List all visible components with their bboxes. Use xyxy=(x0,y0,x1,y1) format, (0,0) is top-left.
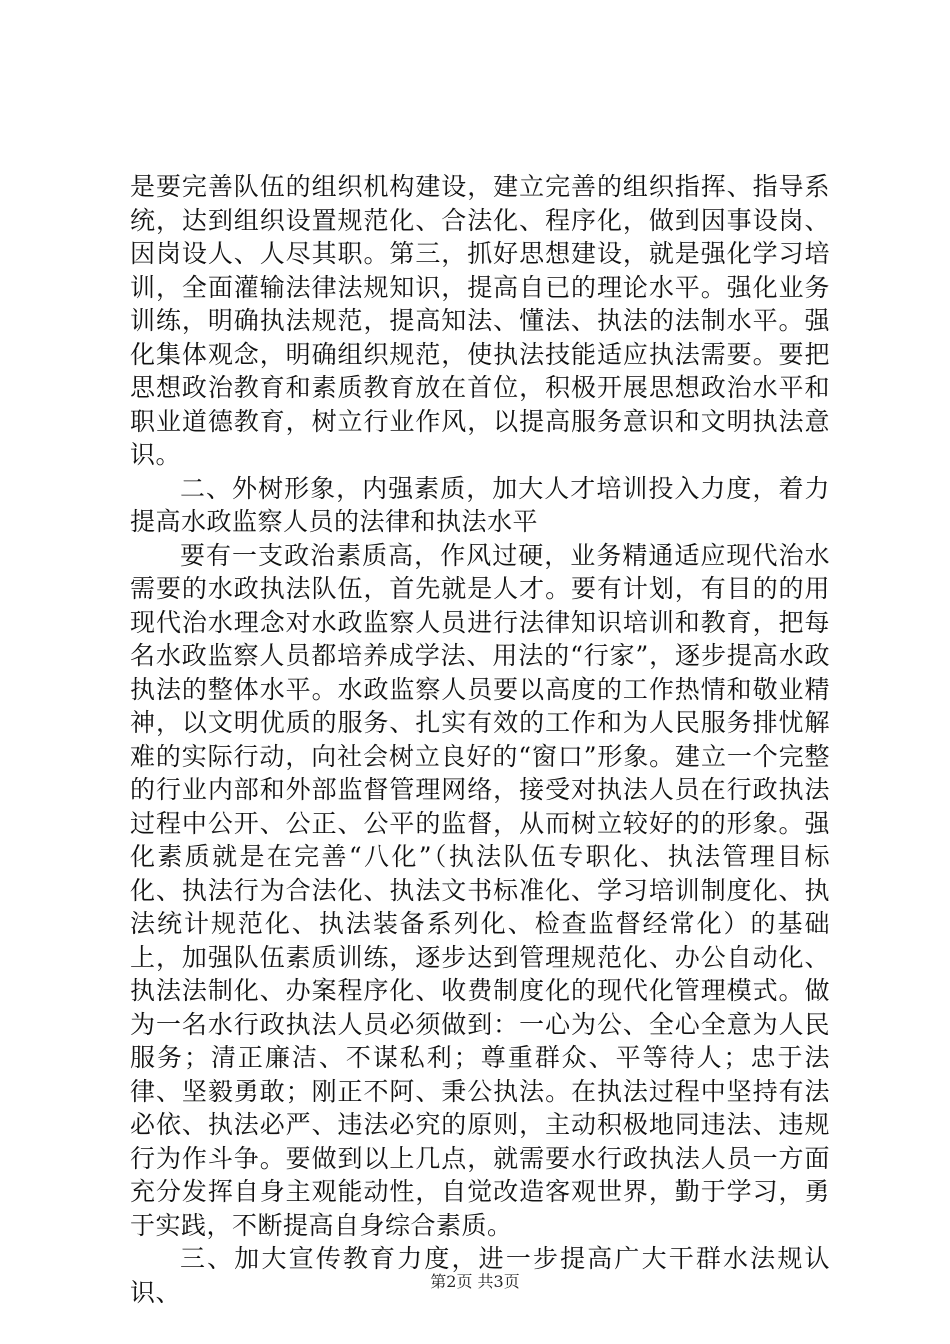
page-number-footer: 第2页 共3页 xyxy=(430,1272,520,1291)
document-body xyxy=(130,170,830,1309)
section-heading-2: 二、外树形象，内强素质，加大人才培训投入力度，着力提高水政监察人员的法律和执法水平 xyxy=(130,473,830,536)
paragraph-body: 要有一支政治素质高，作风过硬，业务精通适应现代治水需要的水政执法队伍，首先就是人才。要有计划，有目的的用现代治水理念对水政监察人员进行法律知识培训和教育，把每名水政监察人员都培养成学法、用法的“行家”，逐步提高水政执法的整体水平。水政监察人员要以高度的工作热情和敬业精神，以文明优质的服务、扎实有效的工作和为人民服务排忧解难的实际行动，向社会树立良好的“窗口”形象。建立一个完整的行业内部和外部监督管理网络，接受对执法人员在行政执法过程中公开、公正、公平的监督，从而树立较好的的形象。强化素质就是在完善“八化”（执法队伍专职化、执法管理目标化、执法行为合法化、执法文书标准化、学习培训制度化、执法统计规范化、执法装备系列化、检查监督经常化）的基础上，加强队伍素质训练，逐步达到管理规范化、办公自动化、执法法制化、办案程序化、收费制度化的现代化管理模式。做为一名水行政执法人员必须做到：一心为公、全心全意为人民服务；清正廉洁、不谋私利；尊重群众、平等待人；忠于法律、坚毅勇敢；刚正不阿、秉公执法。在执法过程中坚持有法必依、执法必严、违法必究的原则，主动积极地同违法、违规行为作斗争。要做到以上几点，就需要水行政执法人员一方面充分发挥自身主观能动性，自觉改造客观世界，勤于学习，勇于实践，不断提高自身综合素质。 xyxy=(130,540,830,1240)
section-heading-3: 三、加大宣传教育力度，进一步提高广大干群水法规认识、 xyxy=(130,1244,830,1307)
paragraph-continuation: 是要完善队伍的组织机构建设，建立完善的组织指挥、指导系统，达到组织设置规范化、合法化、程序化，做到因事设岗、因岗设人、人尽其职。第三，抓好思想建设，就是强化学习培训，全面灌输法律法规知识，提高自已的理论水平。强化业务训练，明确执法规范，提高知法、懂法、执法的法制水平。强化集体观念，明确组织规范，使执法技能适应执法需要。要把思想政治教育和素质教育放在首位，积极开展思想政治水平和职业道德教育，树立行业作风，以提高服务意识和文明执法意识。 xyxy=(130,172,830,469)
